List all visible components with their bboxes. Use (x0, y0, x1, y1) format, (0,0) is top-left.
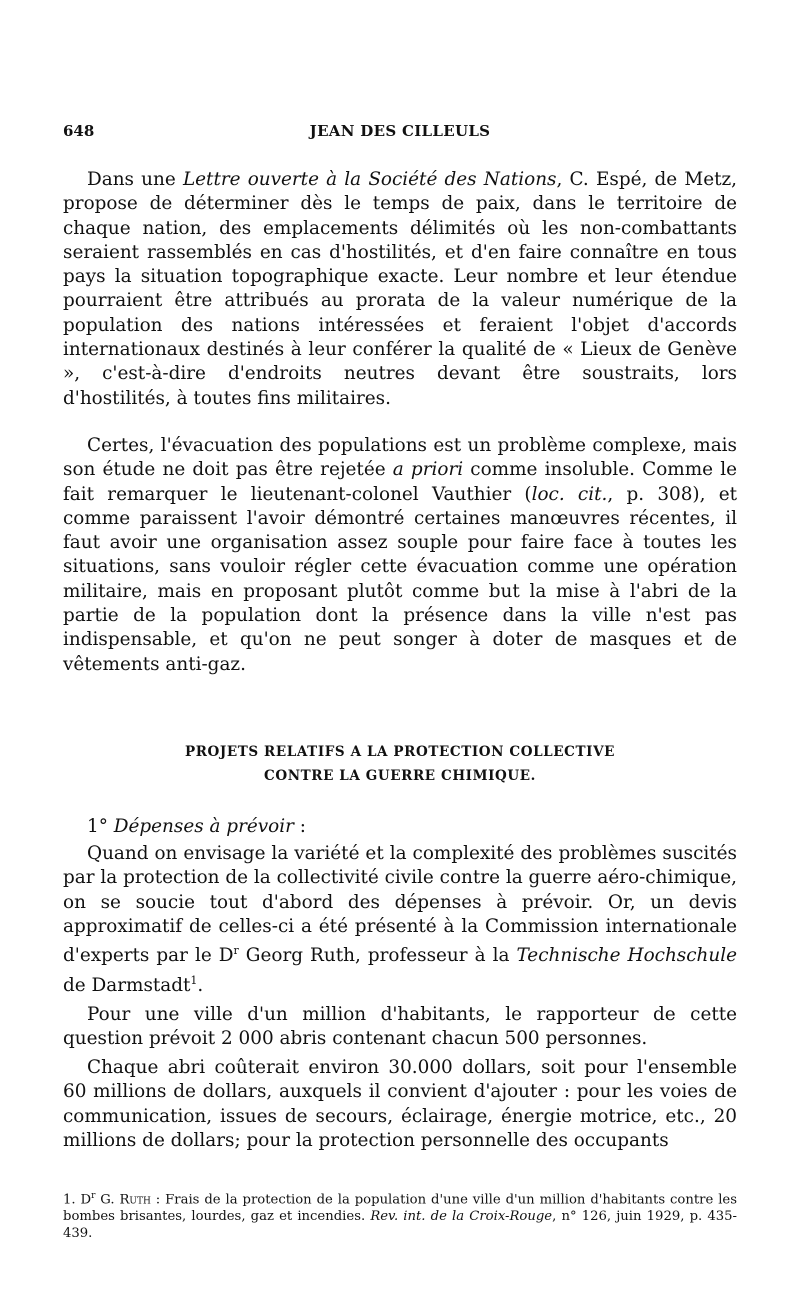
footnote: 1. $D^r$ G. Ruth : Frais de la protection de la population d'une ville d'un million d'habitants contre les bombes brisantes, lourdes, gaz et incendies. Rev. int. de la Croix-Rouge, n° 126, juin 1929, p. 435-439. (63, 1191, 737, 1242)
section-heading-line-2: CONTRE LA GUERRE CHIMIQUE. (264, 768, 536, 784)
italic-title: Lettre ouverte à la Société des Nations (182, 169, 557, 190)
footnote-reference: 1 (190, 973, 198, 987)
page-number: 648 (63, 122, 95, 140)
running-head: JEAN DES CILLEULS (309, 122, 491, 140)
paragraph-3: Quand on envisage la variété et la complexité des problèmes suscités par la protection de la collectivité civile contre la guerre aéro-chimique, on se soucie tout d'abord des dépenses à prévoir. Or, un devis approximatif de celles-ci a été présenté à la Commission internationale d'experts par le $D^r$ Georg Ruth, professeur à la Technische Hochschule de Darmstadt$^1$. (63, 843, 738, 996)
paragraph-5: Chaque abri coûterait environ 30.000 dollars, soit pour l'ensemble 60 millions de dollars, auxquels il convient d'ajouter : pour les voies de communication, issues de secours, éclairage, énergie motrice, etc., 20 millions de dollars; pour la protection personnelle des occupants (63, 1057, 737, 1151)
paragraph-1: Dans une Lettre ouverte à la Société des Nations, C. Espé, de Metz, propose de déterminer dès le temps de paix, dans le territoire de chaque nation, des emplacements délimités où les non-combattants seraient rassemblés en cas d'hostilités, et d'en faire connaître en tous pays la situation topographique exacte. Leur nombre et leur étendue pourraient être attribués au prorata de la valeur numérique de la population des nations intéressées et feraient l'objet d'accords internationaux destinés à leur conférer la qualité de « Lieux de Genève », c'est-à-dire d'endroits neutres devant être soustraits, lors d'hostilités, à toutes fins militaires. (63, 169, 737, 409)
page-header (63, 122, 737, 142)
section-heading (63, 740, 737, 788)
paragraph-2: Certes, l'évacuation des populations est un problème complexe, mais son étude ne doit pas être rejetée a priori comme insoluble. Comme le fait remarquer le lieutenant-colonel Vauthier (loc. cit., p. 308), et comme paraissent l'avoir démontré certaines manœuvres récentes, il faut avoir une organisation assez souple pour faire face à toutes les situations, sans vouloir régler cette évacuation comme une opération militaire, mais en proposant plutôt comme but la mise à l'abri de la partie de la population dont la présence dans la ville n'est pas indispensable, et qu'on ne peut songer à doter de masques et de vêtements anti-gaz. (63, 435, 737, 675)
subheading: 1° Dépenses à prévoir : (87, 816, 306, 837)
paragraph-4: Pour une ville d'un million d'habitants, le rapporteur de cette question prévoit 2 000 abris contenant chacun 500 personnes. (63, 1004, 737, 1050)
section-heading-line-1: PROJETS RELATIFS A LA PROTECTION COLLECTIVE (184, 744, 616, 760)
